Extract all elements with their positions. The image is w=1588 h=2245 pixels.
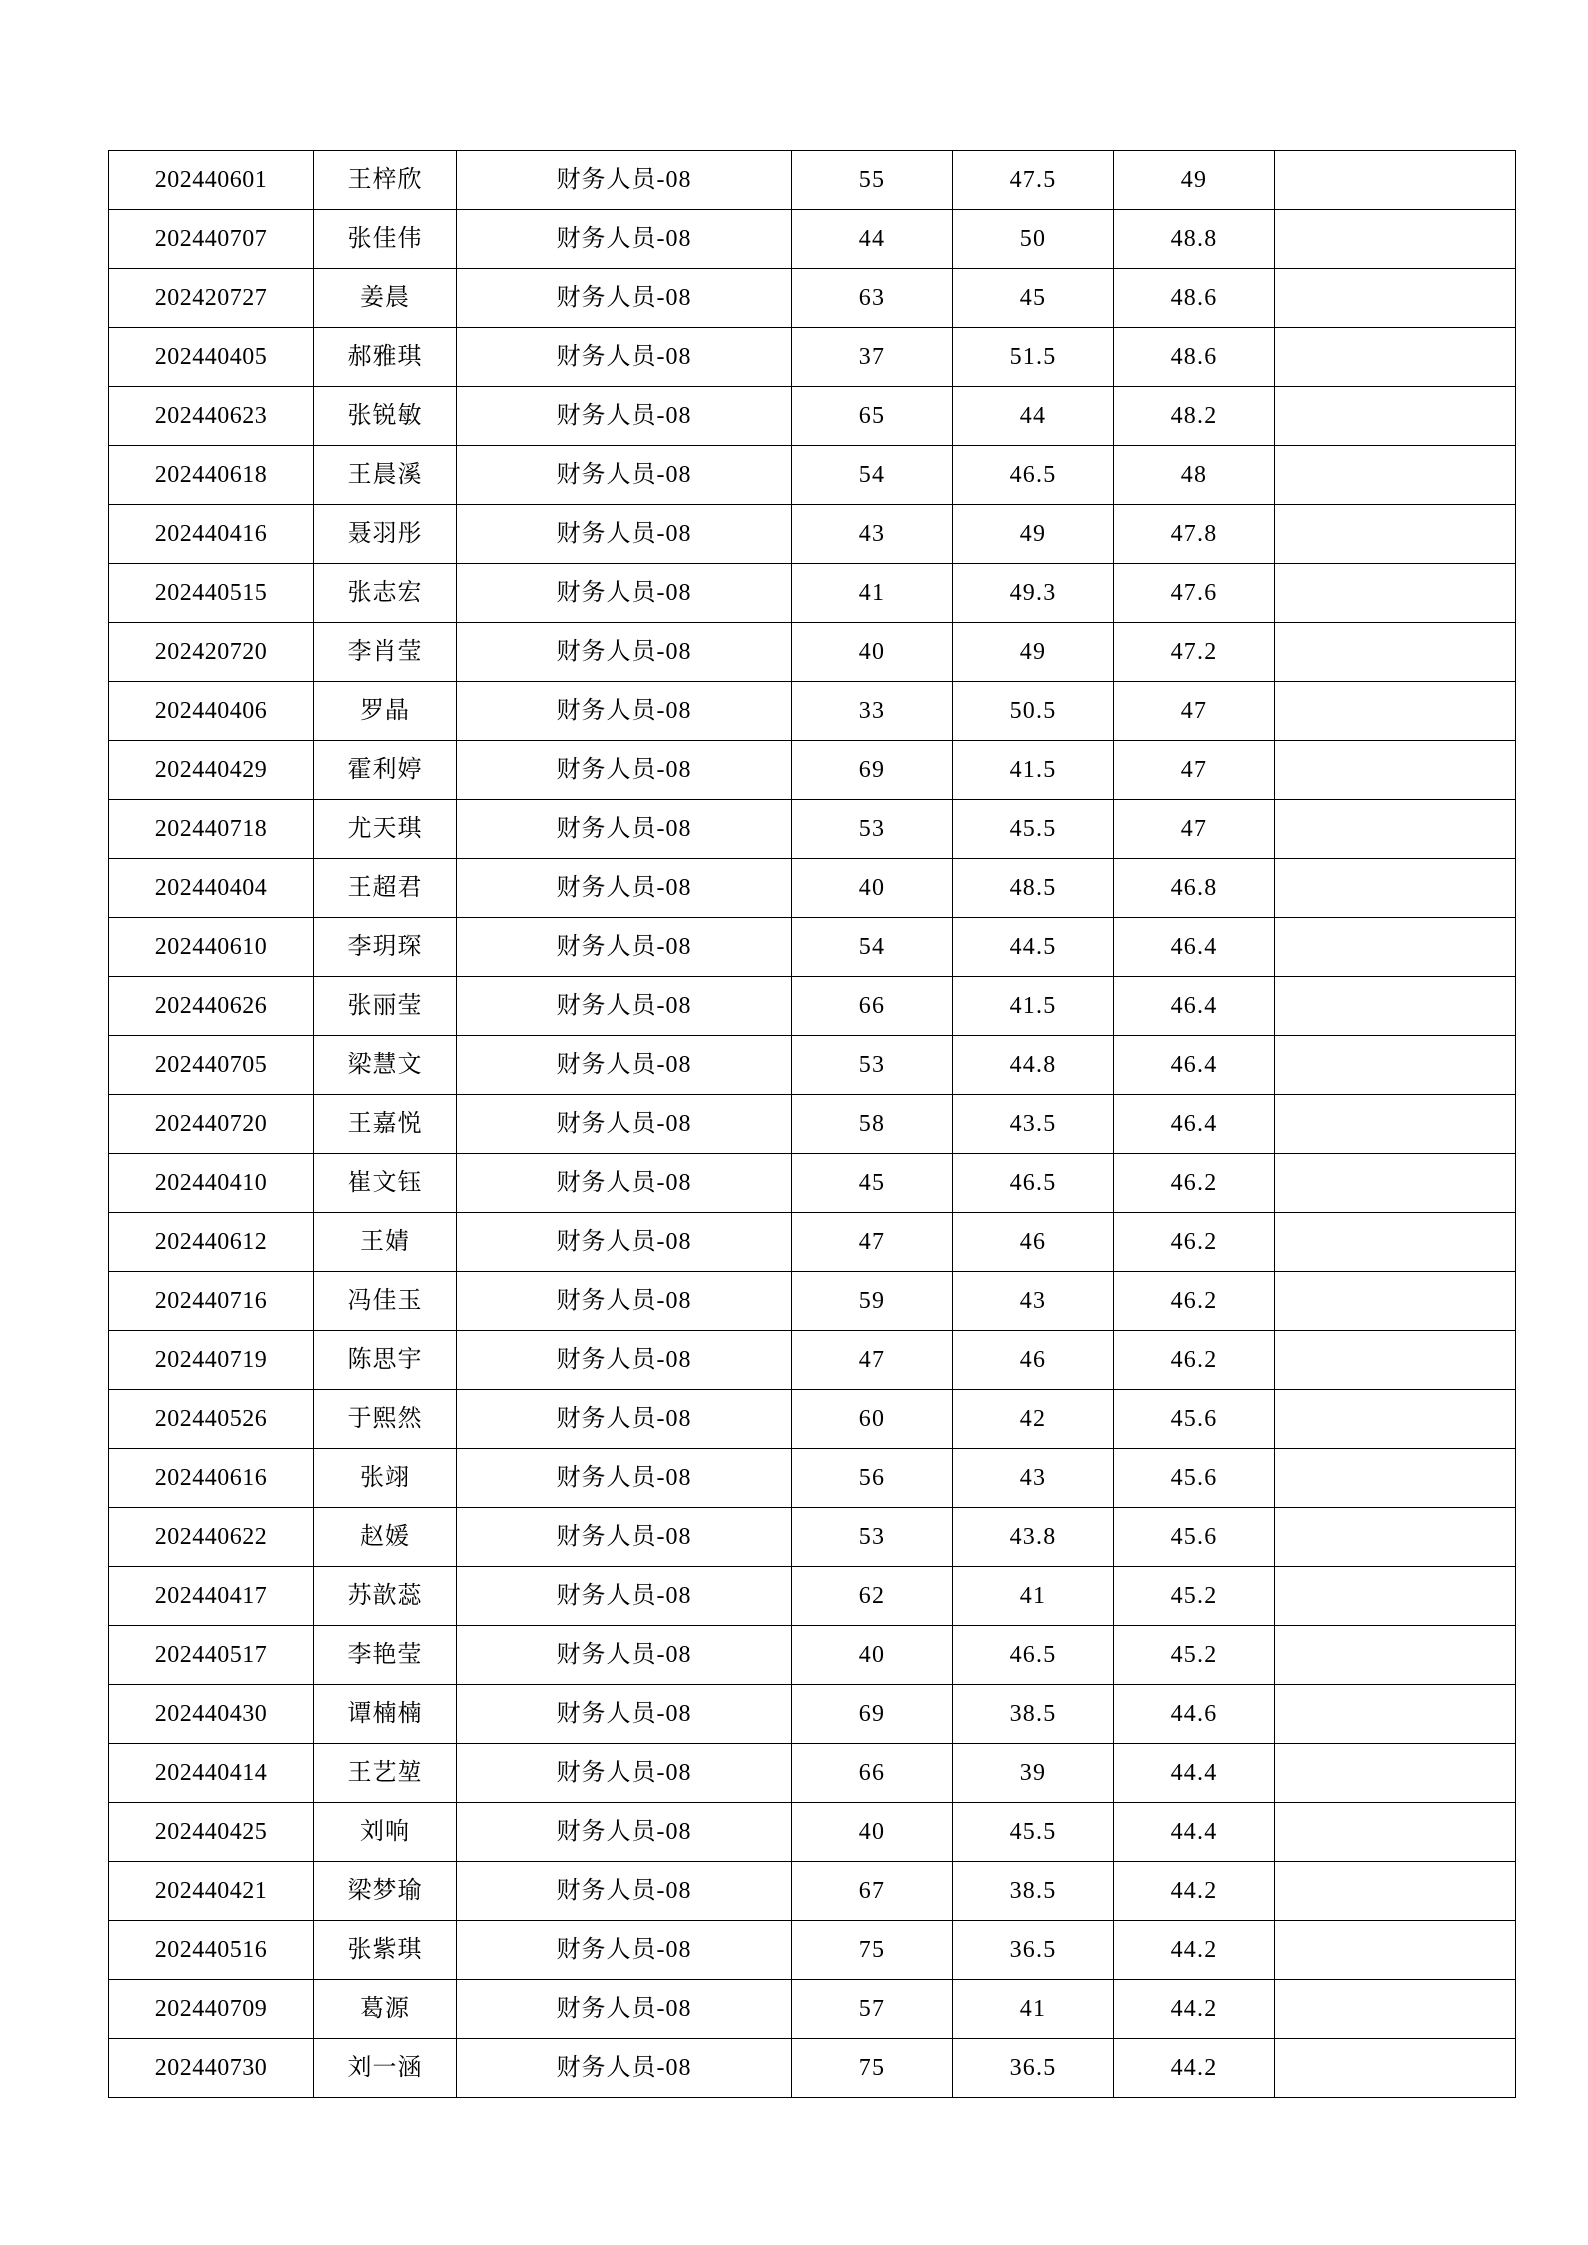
cell-note [1275, 1685, 1516, 1744]
cell-exam-id: 202440709 [109, 1980, 314, 2039]
cell-interview-score: 50 [953, 210, 1114, 269]
cell-total-score: 48.8 [1114, 210, 1275, 269]
cell-interview-score: 43 [953, 1272, 1114, 1331]
cell-name: 王艺堃 [314, 1744, 457, 1803]
cell-written-score: 66 [792, 977, 953, 1036]
cell-written-score: 37 [792, 328, 953, 387]
cell-post: 财务人员-08 [457, 1685, 792, 1744]
cell-exam-id: 202440414 [109, 1744, 314, 1803]
table-row [109, 1331, 1516, 1390]
table-row [109, 1862, 1516, 1921]
cell-interview-score: 44.8 [953, 1036, 1114, 1095]
cell-name: 霍利婷 [314, 741, 457, 800]
cell-name: 于熙然 [314, 1390, 457, 1449]
cell-total-score: 45.6 [1114, 1449, 1275, 1508]
cell-interview-score: 41.5 [953, 977, 1114, 1036]
table-row [109, 446, 1516, 505]
cell-post: 财务人员-08 [457, 1154, 792, 1213]
table-row [109, 1803, 1516, 1862]
table-row [109, 1685, 1516, 1744]
cell-name: 梁梦瑜 [314, 1862, 457, 1921]
cell-written-score: 43 [792, 505, 953, 564]
cell-exam-id: 202440517 [109, 1626, 314, 1685]
cell-total-score: 44.2 [1114, 1862, 1275, 1921]
cell-total-score: 46.4 [1114, 977, 1275, 1036]
cell-name: 刘一涵 [314, 2039, 457, 2098]
cell-note [1275, 564, 1516, 623]
cell-total-score: 44.2 [1114, 1921, 1275, 1980]
cell-total-score: 46.2 [1114, 1272, 1275, 1331]
cell-written-score: 45 [792, 1154, 953, 1213]
cell-post: 财务人员-08 [457, 387, 792, 446]
cell-post: 财务人员-08 [457, 1272, 792, 1331]
cell-interview-score: 45.5 [953, 800, 1114, 859]
cell-post: 财务人员-08 [457, 1744, 792, 1803]
cell-note [1275, 505, 1516, 564]
cell-interview-score: 46.5 [953, 446, 1114, 505]
cell-name: 张紫琪 [314, 1921, 457, 1980]
cell-name: 王超君 [314, 859, 457, 918]
cell-exam-id: 202440716 [109, 1272, 314, 1331]
cell-interview-score: 49.3 [953, 564, 1114, 623]
table-row [109, 1154, 1516, 1213]
cell-written-score: 44 [792, 210, 953, 269]
cell-exam-id: 202440719 [109, 1331, 314, 1390]
table-row [109, 505, 1516, 564]
cell-written-score: 40 [792, 1803, 953, 1862]
cell-exam-id: 202440705 [109, 1036, 314, 1095]
cell-total-score: 44.4 [1114, 1803, 1275, 1862]
cell-name: 刘响 [314, 1803, 457, 1862]
cell-exam-id: 202420727 [109, 269, 314, 328]
cell-total-score: 44.2 [1114, 2039, 1275, 2098]
cell-interview-score: 38.5 [953, 1862, 1114, 1921]
cell-post: 财务人员-08 [457, 328, 792, 387]
cell-exam-id: 202440526 [109, 1390, 314, 1449]
cell-exam-id: 202440515 [109, 564, 314, 623]
cell-total-score: 47.8 [1114, 505, 1275, 564]
table-row [109, 623, 1516, 682]
cell-written-score: 53 [792, 1036, 953, 1095]
cell-total-score: 48.6 [1114, 328, 1275, 387]
cell-interview-score: 45.5 [953, 1803, 1114, 1862]
cell-note [1275, 1744, 1516, 1803]
table-row [109, 1449, 1516, 1508]
cell-note [1275, 1154, 1516, 1213]
cell-name: 郝雅琪 [314, 328, 457, 387]
cell-written-score: 67 [792, 1862, 953, 1921]
cell-written-score: 53 [792, 1508, 953, 1567]
cell-note [1275, 1921, 1516, 1980]
cell-interview-score: 41 [953, 1567, 1114, 1626]
cell-post: 财务人员-08 [457, 1567, 792, 1626]
cell-written-score: 40 [792, 623, 953, 682]
cell-exam-id: 202440707 [109, 210, 314, 269]
cell-written-score: 55 [792, 151, 953, 210]
cell-interview-score: 36.5 [953, 1921, 1114, 1980]
score-table-wrapper [108, 150, 1480, 2098]
cell-total-score: 45.6 [1114, 1508, 1275, 1567]
cell-note [1275, 682, 1516, 741]
cell-note [1275, 623, 1516, 682]
cell-written-score: 59 [792, 1272, 953, 1331]
cell-note [1275, 446, 1516, 505]
cell-total-score: 45.2 [1114, 1567, 1275, 1626]
table-row [109, 918, 1516, 977]
cell-post: 财务人员-08 [457, 1213, 792, 1272]
cell-written-score: 47 [792, 1331, 953, 1390]
cell-total-score: 47 [1114, 741, 1275, 800]
cell-written-score: 33 [792, 682, 953, 741]
table-row [109, 1508, 1516, 1567]
cell-note [1275, 151, 1516, 210]
cell-name: 王梓欣 [314, 151, 457, 210]
cell-post: 财务人员-08 [457, 859, 792, 918]
cell-name: 苏歆蕊 [314, 1567, 457, 1626]
cell-written-score: 66 [792, 1744, 953, 1803]
cell-interview-score: 43.5 [953, 1095, 1114, 1154]
cell-written-score: 60 [792, 1390, 953, 1449]
cell-note [1275, 800, 1516, 859]
cell-written-score: 57 [792, 1980, 953, 2039]
cell-note [1275, 1449, 1516, 1508]
cell-written-score: 75 [792, 1921, 953, 1980]
cell-exam-id: 202440410 [109, 1154, 314, 1213]
cell-total-score: 46.4 [1114, 918, 1275, 977]
table-row [109, 328, 1516, 387]
cell-exam-id: 202440404 [109, 859, 314, 918]
cell-exam-id: 202440610 [109, 918, 314, 977]
cell-exam-id: 202440516 [109, 1921, 314, 1980]
table-row [109, 1980, 1516, 2039]
cell-post: 财务人员-08 [457, 682, 792, 741]
cell-name: 张丽莹 [314, 977, 457, 1036]
cell-written-score: 56 [792, 1449, 953, 1508]
cell-total-score: 49 [1114, 151, 1275, 210]
cell-name: 聂羽彤 [314, 505, 457, 564]
cell-name: 王嘉悦 [314, 1095, 457, 1154]
cell-note [1275, 1095, 1516, 1154]
cell-interview-score: 43.8 [953, 1508, 1114, 1567]
cell-post: 财务人员-08 [457, 269, 792, 328]
cell-interview-score: 42 [953, 1390, 1114, 1449]
table-row [109, 1272, 1516, 1331]
cell-exam-id: 202440405 [109, 328, 314, 387]
cell-post: 财务人员-08 [457, 1803, 792, 1862]
cell-name: 赵媛 [314, 1508, 457, 1567]
cell-name: 张佳伟 [314, 210, 457, 269]
cell-note [1275, 1567, 1516, 1626]
cell-written-score: 63 [792, 269, 953, 328]
cell-written-score: 54 [792, 446, 953, 505]
cell-interview-score: 49 [953, 623, 1114, 682]
cell-post: 财务人员-08 [457, 1626, 792, 1685]
cell-post: 财务人员-08 [457, 1036, 792, 1095]
cell-total-score: 44.6 [1114, 1685, 1275, 1744]
cell-name: 王晨溪 [314, 446, 457, 505]
cell-note [1275, 1390, 1516, 1449]
cell-written-score: 69 [792, 1685, 953, 1744]
cell-interview-score: 43 [953, 1449, 1114, 1508]
cell-total-score: 45.2 [1114, 1626, 1275, 1685]
cell-note [1275, 1980, 1516, 2039]
cell-note [1275, 977, 1516, 1036]
cell-name: 王婧 [314, 1213, 457, 1272]
cell-name: 陈思宇 [314, 1331, 457, 1390]
cell-interview-score: 41 [953, 1980, 1114, 2039]
cell-note [1275, 1803, 1516, 1862]
cell-total-score: 47.2 [1114, 623, 1275, 682]
cell-post: 财务人员-08 [457, 1508, 792, 1567]
cell-total-score: 44.2 [1114, 1980, 1275, 2039]
score-table [108, 150, 1516, 2098]
cell-name: 张锐敏 [314, 387, 457, 446]
cell-total-score: 46.2 [1114, 1331, 1275, 1390]
cell-name: 张志宏 [314, 564, 457, 623]
cell-exam-id: 202440612 [109, 1213, 314, 1272]
cell-written-score: 62 [792, 1567, 953, 1626]
cell-note [1275, 859, 1516, 918]
cell-total-score: 45.6 [1114, 1390, 1275, 1449]
cell-name: 崔文钰 [314, 1154, 457, 1213]
cell-exam-id: 202440720 [109, 1095, 314, 1154]
cell-post: 财务人员-08 [457, 505, 792, 564]
cell-interview-score: 38.5 [953, 1685, 1114, 1744]
score-table-body [109, 151, 1516, 2098]
cell-written-score: 47 [792, 1213, 953, 1272]
cell-exam-id: 202440416 [109, 505, 314, 564]
cell-written-score: 54 [792, 918, 953, 977]
cell-interview-score: 41.5 [953, 741, 1114, 800]
cell-interview-score: 46.5 [953, 1154, 1114, 1213]
cell-name: 冯佳玉 [314, 1272, 457, 1331]
cell-interview-score: 48.5 [953, 859, 1114, 918]
table-row [109, 859, 1516, 918]
cell-total-score: 47.6 [1114, 564, 1275, 623]
cell-name: 李肖莹 [314, 623, 457, 682]
cell-exam-id: 202440425 [109, 1803, 314, 1862]
cell-post: 财务人员-08 [457, 1921, 792, 1980]
cell-total-score: 46.2 [1114, 1213, 1275, 1272]
cell-written-score: 40 [792, 859, 953, 918]
cell-exam-id: 202440417 [109, 1567, 314, 1626]
cell-total-score: 46.8 [1114, 859, 1275, 918]
cell-exam-id: 202440429 [109, 741, 314, 800]
cell-total-score: 48.2 [1114, 387, 1275, 446]
cell-exam-id: 202440718 [109, 800, 314, 859]
cell-written-score: 40 [792, 1626, 953, 1685]
cell-post: 财务人员-08 [457, 446, 792, 505]
table-row [109, 977, 1516, 1036]
cell-post: 财务人员-08 [457, 210, 792, 269]
cell-post: 财务人员-08 [457, 918, 792, 977]
cell-note [1275, 1213, 1516, 1272]
cell-name: 张翊 [314, 1449, 457, 1508]
cell-written-score: 75 [792, 2039, 953, 2098]
cell-note [1275, 2039, 1516, 2098]
cell-exam-id: 202440406 [109, 682, 314, 741]
table-row [109, 741, 1516, 800]
cell-exam-id: 202440601 [109, 151, 314, 210]
cell-interview-score: 44.5 [953, 918, 1114, 977]
table-row [109, 2039, 1516, 2098]
cell-total-score: 48 [1114, 446, 1275, 505]
cell-note [1275, 918, 1516, 977]
table-row [109, 210, 1516, 269]
table-row [109, 1095, 1516, 1154]
table-row [109, 269, 1516, 328]
table-row [109, 1626, 1516, 1685]
cell-post: 财务人员-08 [457, 800, 792, 859]
cell-post: 财务人员-08 [457, 1095, 792, 1154]
table-row [109, 387, 1516, 446]
cell-name: 梁慧文 [314, 1036, 457, 1095]
table-row [109, 800, 1516, 859]
table-row [109, 682, 1516, 741]
cell-post: 财务人员-08 [457, 741, 792, 800]
cell-interview-score: 45 [953, 269, 1114, 328]
cell-note [1275, 1862, 1516, 1921]
cell-written-score: 65 [792, 387, 953, 446]
cell-written-score: 53 [792, 800, 953, 859]
cell-exam-id: 202440430 [109, 1685, 314, 1744]
cell-post: 财务人员-08 [457, 2039, 792, 2098]
cell-total-score: 47 [1114, 800, 1275, 859]
cell-total-score: 46.4 [1114, 1095, 1275, 1154]
cell-post: 财务人员-08 [457, 1449, 792, 1508]
cell-name: 葛源 [314, 1980, 457, 2039]
cell-note [1275, 1508, 1516, 1567]
cell-note [1275, 1272, 1516, 1331]
table-row [109, 1567, 1516, 1626]
cell-interview-score: 50.5 [953, 682, 1114, 741]
cell-exam-id: 202440730 [109, 2039, 314, 2098]
cell-written-score: 58 [792, 1095, 953, 1154]
cell-post: 财务人员-08 [457, 151, 792, 210]
table-row [109, 1390, 1516, 1449]
cell-note [1275, 741, 1516, 800]
cell-written-score: 41 [792, 564, 953, 623]
cell-total-score: 46.2 [1114, 1154, 1275, 1213]
cell-interview-score: 47.5 [953, 151, 1114, 210]
cell-exam-id: 202440616 [109, 1449, 314, 1508]
cell-name: 李玥琛 [314, 918, 457, 977]
cell-post: 财务人员-08 [457, 1390, 792, 1449]
cell-interview-score: 46.5 [953, 1626, 1114, 1685]
cell-exam-id: 202420720 [109, 623, 314, 682]
cell-total-score: 44.4 [1114, 1744, 1275, 1803]
table-row [109, 1921, 1516, 1980]
cell-post: 财务人员-08 [457, 564, 792, 623]
cell-exam-id: 202440618 [109, 446, 314, 505]
cell-total-score: 48.6 [1114, 269, 1275, 328]
cell-exam-id: 202440421 [109, 1862, 314, 1921]
cell-note [1275, 1036, 1516, 1095]
table-row [109, 1213, 1516, 1272]
cell-post: 财务人员-08 [457, 1862, 792, 1921]
cell-name: 罗晶 [314, 682, 457, 741]
cell-exam-id: 202440626 [109, 977, 314, 1036]
cell-written-score: 69 [792, 741, 953, 800]
table-row [109, 151, 1516, 210]
cell-name: 姜晨 [314, 269, 457, 328]
cell-name: 李艳莹 [314, 1626, 457, 1685]
cell-interview-score: 44 [953, 387, 1114, 446]
cell-note [1275, 328, 1516, 387]
table-row [109, 1744, 1516, 1803]
cell-post: 财务人员-08 [457, 623, 792, 682]
cell-exam-id: 202440623 [109, 387, 314, 446]
cell-post: 财务人员-08 [457, 977, 792, 1036]
cell-note [1275, 387, 1516, 446]
cell-note [1275, 210, 1516, 269]
cell-post: 财务人员-08 [457, 1980, 792, 2039]
cell-post: 财务人员-08 [457, 1331, 792, 1390]
cell-name: 谭楠楠 [314, 1685, 457, 1744]
cell-exam-id: 202440622 [109, 1508, 314, 1567]
cell-interview-score: 36.5 [953, 2039, 1114, 2098]
cell-interview-score: 49 [953, 505, 1114, 564]
table-row [109, 1036, 1516, 1095]
cell-interview-score: 51.5 [953, 328, 1114, 387]
cell-name: 尤天琪 [314, 800, 457, 859]
cell-note [1275, 1331, 1516, 1390]
table-row [109, 564, 1516, 623]
cell-interview-score: 39 [953, 1744, 1114, 1803]
cell-interview-score: 46 [953, 1331, 1114, 1390]
cell-total-score: 47 [1114, 682, 1275, 741]
cell-note [1275, 1626, 1516, 1685]
cell-note [1275, 269, 1516, 328]
cell-interview-score: 46 [953, 1213, 1114, 1272]
cell-total-score: 46.4 [1114, 1036, 1275, 1095]
